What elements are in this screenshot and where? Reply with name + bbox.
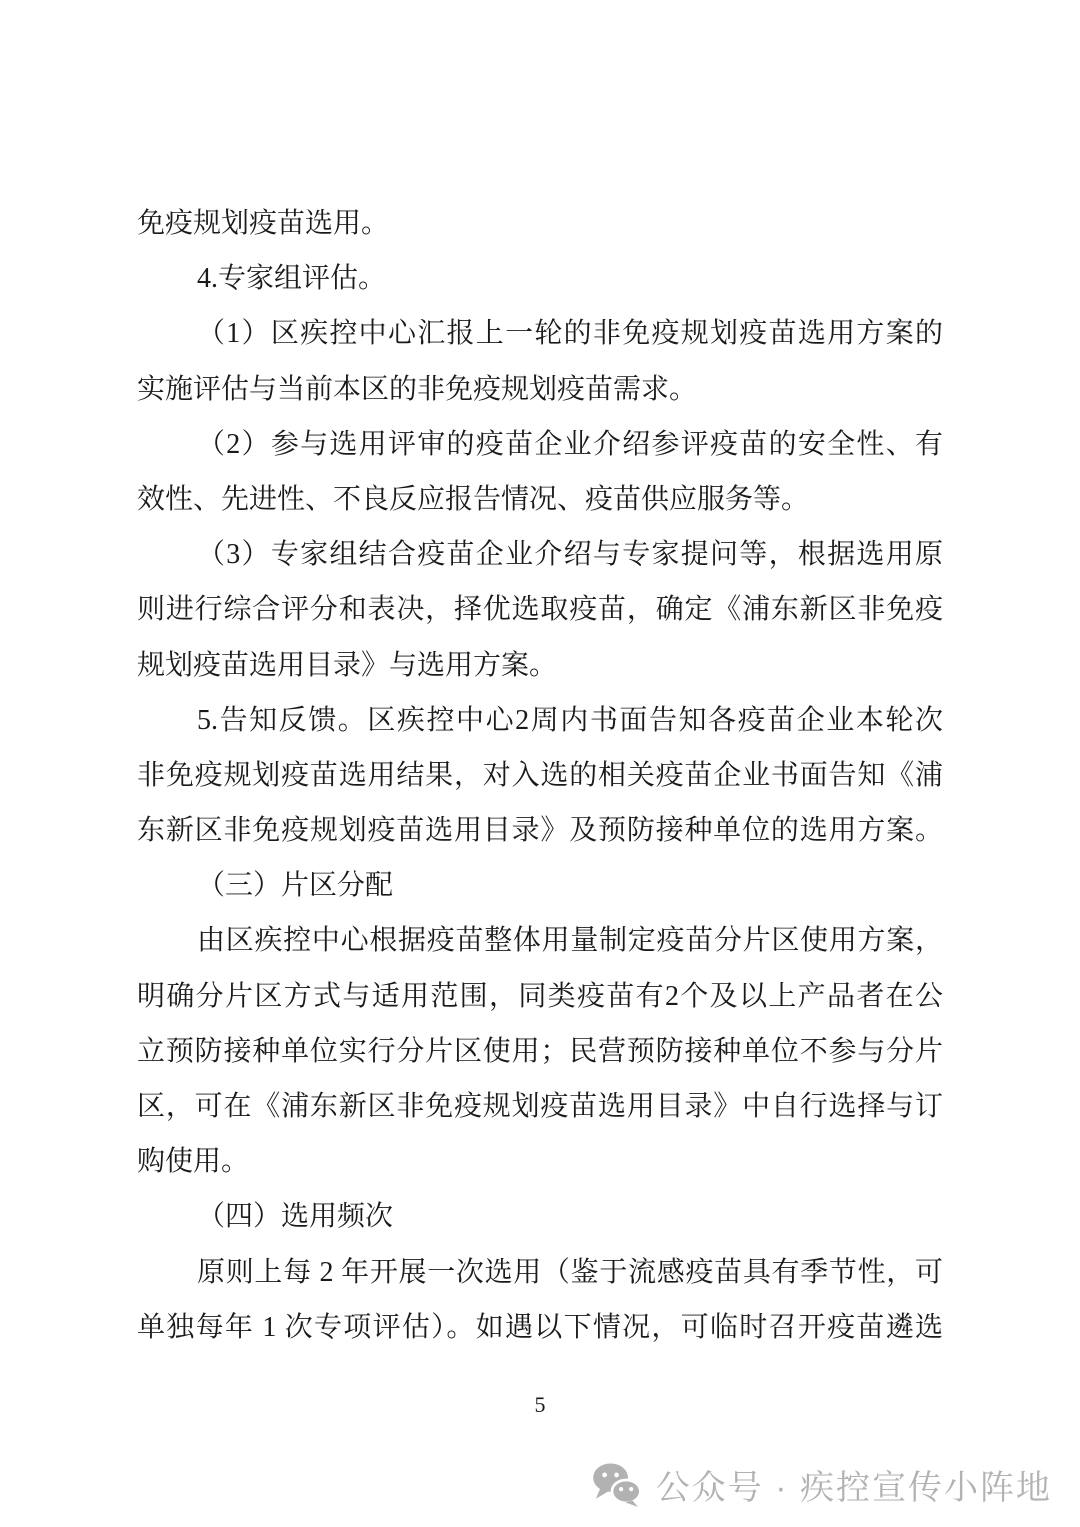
paragraph-line: 由区疾控中心根据疫苗整体用量制定疫苗分片区使用方案， xyxy=(197,925,943,957)
document-body xyxy=(137,196,943,1355)
paragraph-line: 实施评估与当前本区的非免疫规划疫苗需求。 xyxy=(137,373,698,405)
paragraph-line: 免疫规划疫苗选用。 xyxy=(137,208,390,239)
paragraph-line: 非免疫规划疫苗选用结果，对入选的相关疫苗企业书面告知《浦 xyxy=(137,759,943,791)
paragraph-line: 效性、先进性、不良反应报告情况、疫苗供应服务等。 xyxy=(137,483,810,515)
paragraph-line: 购使用。 xyxy=(137,1146,250,1178)
paragraph-line: 4.专家组评估。 xyxy=(197,263,387,295)
watermark-label: 公众号 · 疾控宣传小阵地 xyxy=(655,1469,1052,1507)
wechat-icon xyxy=(592,1463,642,1507)
paragraph-line: （3）专家组结合疫苗企业介绍与专家提问等，根据选用原 xyxy=(197,539,943,571)
paragraph-line: 东新区非免疫规划疫苗选用目录》及预防接种单位的选用方案。 xyxy=(137,815,943,847)
section-heading-3: （三）片区分配 xyxy=(197,870,394,902)
paragraph-line: 单独每年 1 次专项评估）。如遇以下情况，可临时召开疫苗遴选 xyxy=(137,1311,943,1343)
paragraph-line: 5.告知反馈。区疾控中心2周内书面告知各疫苗企业本轮次 xyxy=(197,704,943,736)
paragraph-line: 明确分片区方式与适用范围，同类疫苗有2个及以上产品者在公 xyxy=(137,980,943,1012)
paragraph-line: 规划疫苗选用目录》与选用方案。 xyxy=(137,649,558,681)
paragraph-line: （2）参与选用评审的疫苗企业介绍参评疫苗的安全性、有 xyxy=(197,428,943,460)
page-number: 5 xyxy=(534,1392,546,1417)
paragraph-line: 原则上每 2 年开展一次选用（鉴于流感疫苗具有季节性，可 xyxy=(197,1256,943,1288)
wechat-watermark xyxy=(592,1460,1052,1509)
paragraph-line: （1）区疾控中心汇报上一轮的非免疫规划疫苗选用方案的 xyxy=(197,318,943,350)
paragraph-line: 区，可在《浦东新区非免疫规划疫苗选用目录》中自行选择与订 xyxy=(137,1091,943,1122)
section-heading-4: （四）选用频次 xyxy=(197,1201,394,1233)
paragraph-line: 立预防接种单位实行分片区使用；民营预防接种单位不参与分片 xyxy=(137,1035,943,1067)
paragraph-line: 则进行综合评分和表决，择优选取疫苗，确定《浦东新区非免疫 xyxy=(137,594,943,626)
